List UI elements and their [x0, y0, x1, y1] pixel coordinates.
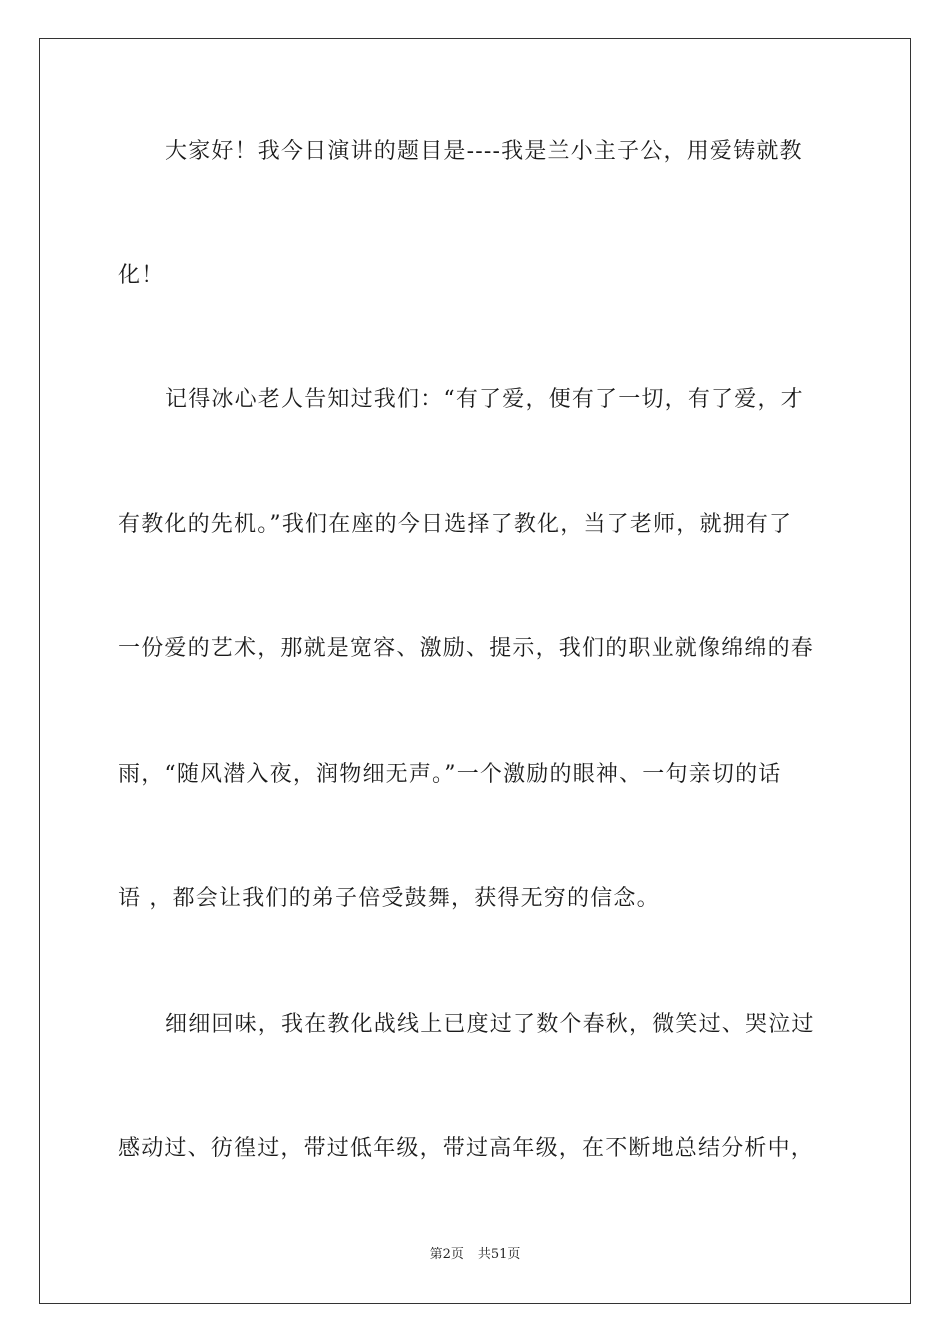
page-number: 第2页 — [429, 1247, 464, 1262]
page-footer — [0, 1246, 950, 1264]
page-border — [39, 38, 911, 1304]
paragraph-1-line-1: 大家好！我今日演讲的题目是----我是兰小主子公，用爱铸就教 — [165, 139, 803, 164]
paragraph-3-line-2: 感动过、彷徨过，带过低年级，带过高年级，在不断地总结分析中， — [118, 1136, 815, 1161]
paragraph-2-line-2: 有教化的先机。”我们在座的今日选择了教化，当了老师，就拥有了 — [118, 512, 793, 537]
total-pages: 共51页 — [477, 1247, 521, 1262]
paragraph-2-line-3: 一份爱的艺术，那就是宽容、激励、提示，我们的职业就像绵绵的春 — [118, 636, 815, 661]
paragraph-2-line-5: 语 ，都会让我们的弟子倍受鼓舞，获得无穷的信念。 — [118, 886, 660, 911]
paragraph-2-line-1: 记得冰心老人告知过我们：“有了爱，便有了一切，有了爱，才 — [165, 387, 804, 412]
paragraph-3-line-1: 细细回味，我在教化战线上已度过了数个春秋，微笑过、哭泣过 — [165, 1012, 815, 1037]
paragraph-1-line-2: 化！ — [118, 263, 165, 288]
paragraph-2-line-4: 雨，“随风潜入夜，润物细无声。”一个激励的眼神、一句亲切的话 — [118, 762, 782, 787]
